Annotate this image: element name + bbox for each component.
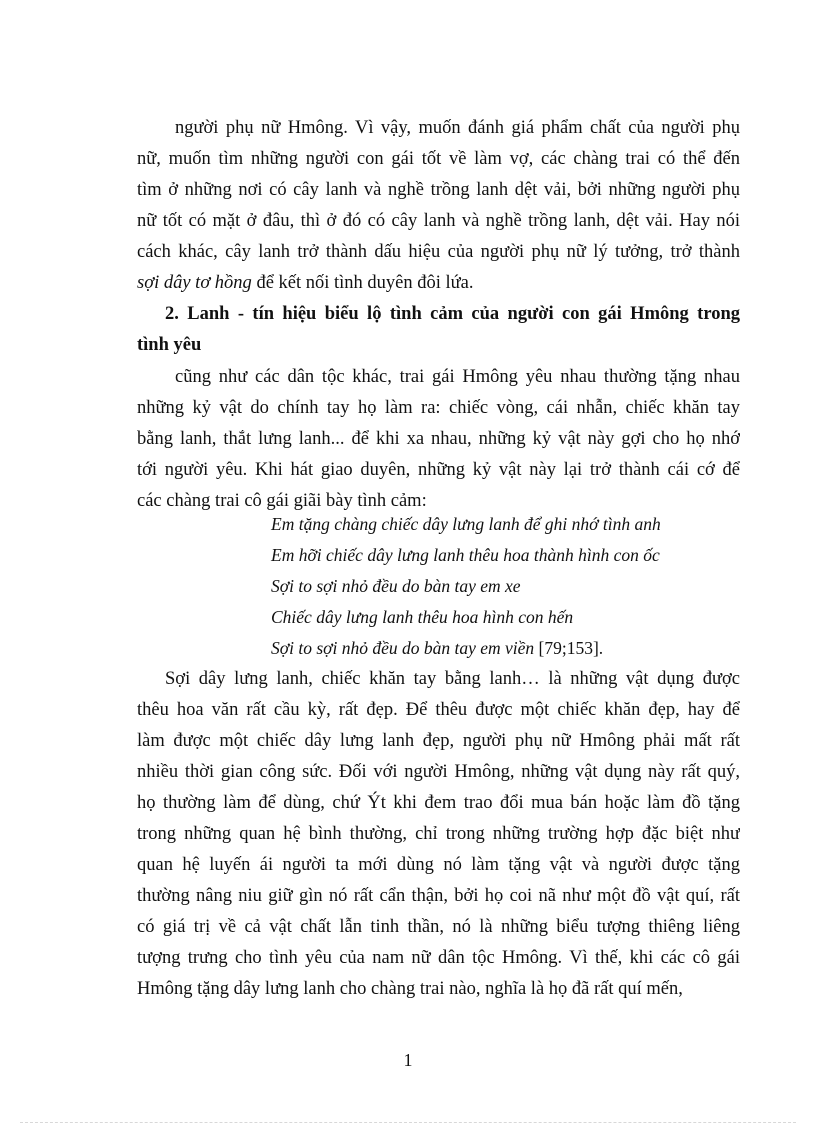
- paragraph-line: cách khác, cây lanh trở thành dấu hiệu của người phụ nữ lý tưởng, trở thành: [137, 242, 740, 262]
- paragraph-line: tới người yêu. Khi hát giao duyên, những kỷ vật này lại trở thành cái cớ để: [137, 460, 740, 480]
- poem-line: Em hỡi chiếc dây lưng lanh thêu hoa thành hình con ốc: [271, 545, 660, 565]
- paragraph-line: các chàng trai cô gái giãi bày tình cảm:: [137, 491, 427, 511]
- paragraph-line: nhiều thời gian công sức. Đối với người Hmông, những vật dụng này rất quý,: [137, 762, 740, 782]
- paragraph-line: họ thường làm để dùng, chứ Ýt khi đem trao đổi mua bán hoặc làm đồ tặng: [137, 793, 740, 813]
- italic-phrase: sợi dây tơ hồng: [137, 273, 252, 293]
- paragraph-line: Hmông tặng dây lưng lanh cho chàng trai nào, nghĩa là họ đã rất quí mến,: [137, 979, 683, 999]
- paragraph-line: tìm ở những nơi có cây lanh và nghề trồng lanh dệt vải, bởi những người phụ: [137, 180, 740, 200]
- section-heading-continued: tình yêu: [137, 335, 202, 355]
- citation: [79;153].: [534, 638, 604, 658]
- paragraph-line: người phụ nữ Hmông. Vì vậy, muốn đánh giá phẩm chất của người phụ: [175, 118, 740, 138]
- paragraph-line: tượng trưng cho tình yêu của nam nữ dân tộc Hmông. Vì thế, khi các cô gái: [137, 948, 740, 968]
- poem-line: Em tặng chàng chiếc dây lưng lanh để ghi nhớ tình anh: [271, 514, 661, 534]
- poem-last-line: Sợi to sợi nhỏ đều do bàn tay em viền: [271, 638, 535, 658]
- paragraph-line: [137, 268, 740, 299]
- page-number: 1: [403, 1050, 413, 1070]
- paragraph-line: thêu hoa văn rất cầu kỳ, rất đẹp. Để thêu được một chiếc khăn đẹp, hay để: [137, 700, 740, 720]
- paragraph-line: cũng như các dân tộc khác, trai gái Hmông yêu nhau thường tặng nhau: [175, 367, 740, 387]
- text-span: để kết nối tình duyên đôi lứa.: [251, 273, 474, 293]
- poem-line: Chiếc dây lưng lanh thêu hoa hình con hến: [271, 607, 574, 627]
- paragraph-line: nữ tốt có mặt ở đâu, thì ở đó có cây lanh và nghề trồng lanh, dệt vải. Hay nói: [137, 211, 740, 231]
- poem-line: Sợi to sợi nhỏ đều do bàn tay em xe: [271, 576, 521, 596]
- paragraph-line: Sợi dây lưng lanh, chiếc khăn tay bằng lanh… là những vật dụng được: [165, 669, 740, 689]
- paragraph-line: trong những quan hệ bình thường, chỉ trong những trường hợp đặc biệt như: [137, 824, 740, 844]
- section-heading: 2. Lanh - tín hiệu biểu lộ tình cảm của người con gái Hmông trong: [165, 304, 740, 324]
- poem-line: [271, 633, 603, 664]
- paragraph-line: có giá trị về cả vật chất lẫn tinh thần, nó là những biểu tượng thiêng liêng: [137, 917, 740, 937]
- paragraph-line: quan hệ luyến ái người ta mới dùng nó làm tặng vật và người được tặng: [137, 855, 740, 875]
- paragraph-line: những kỷ vật do chính tay họ làm ra: chiếc vòng, cái nhẫn, chiếc khăn tay: [137, 398, 740, 418]
- paragraph-line: làm được một chiếc dây lưng lanh đẹp, người phụ nữ Hmông phải mất rất: [137, 731, 740, 751]
- paragraph-line: bằng lanh, thắt lưng lanh... để khi xa nhau, những kỷ vật này gợi cho họ nhớ: [137, 429, 740, 449]
- paragraph-line: nữ, muốn tìm những người con gái tốt về làm vợ, các chàng trai có thể đến: [137, 149, 740, 169]
- paragraph-line: thường nâng niu giữ gìn nó rất cẩn thận, bởi họ coi nã như một đồ vật quí, rất: [137, 886, 740, 906]
